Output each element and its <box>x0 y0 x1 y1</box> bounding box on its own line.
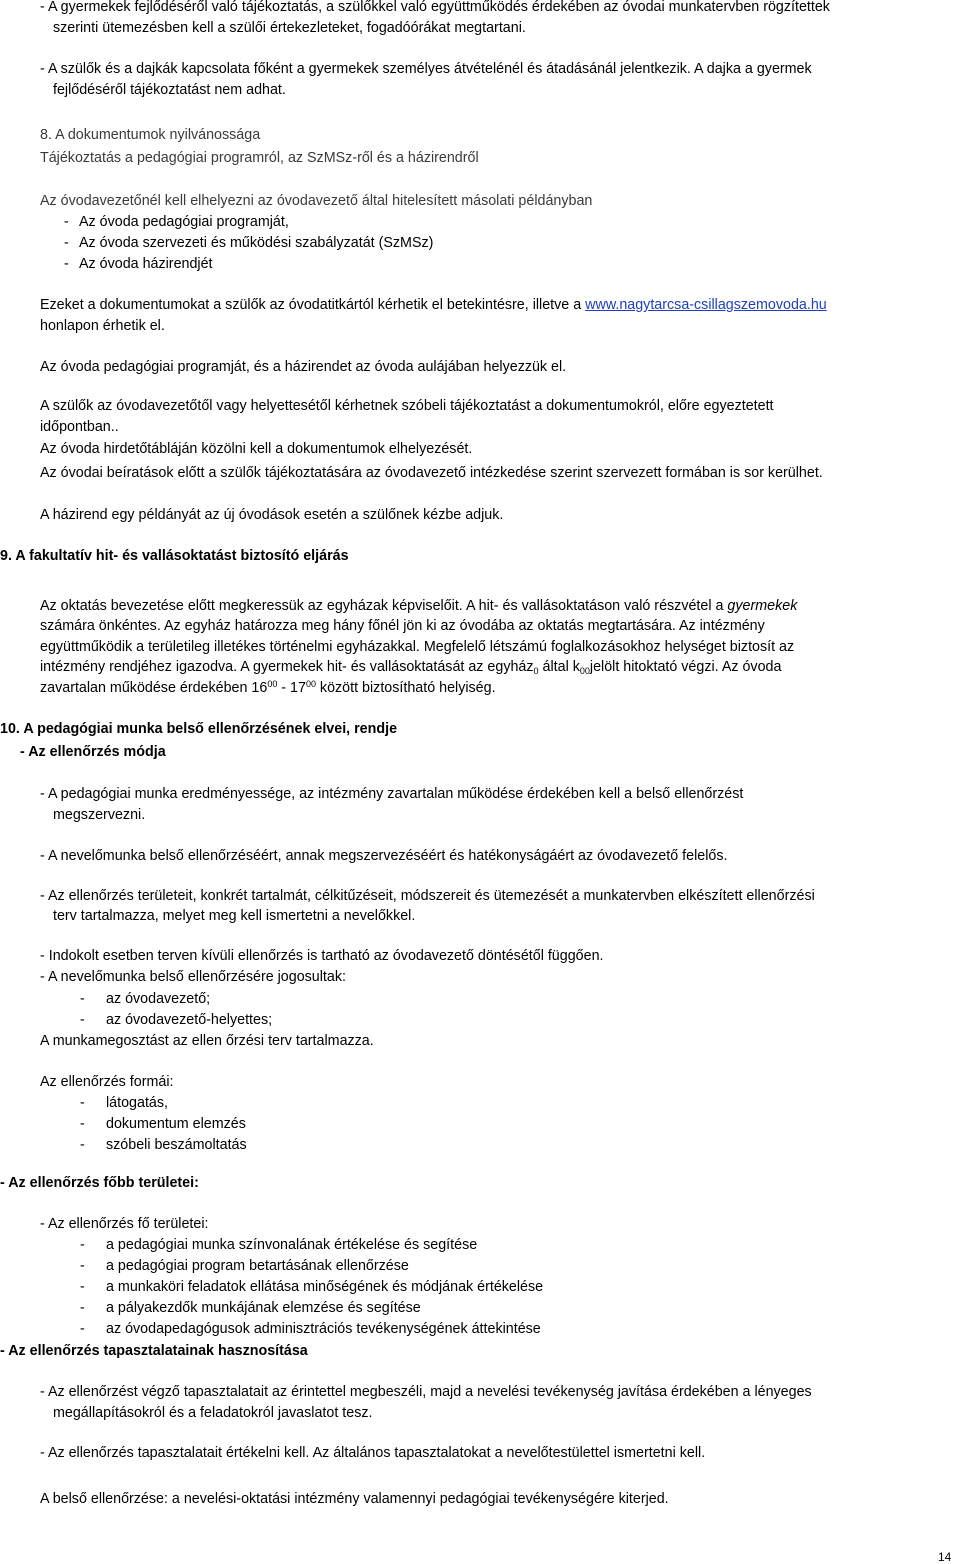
text-line: fejlődéséről tájékoztatást nem adhat. <box>53 82 286 98</box>
paragraph: együttműködik a területileg illetékes történelmi egyházakkal. Megfelelő létszámú foglalkozásokhoz helységet biztosít az <box>40 639 795 655</box>
section-subheading: Tájékoztatás a pedagógiai programról, az SzMSz-ről és a házirendről <box>40 150 479 166</box>
paragraph: Az óvodai beíratások előtt a szülők tájékoztatására az óvodavezető intézkedése szerint szervezett formában is sor kerülhet. <box>40 465 823 481</box>
paragraph: - Indokolt esetben terven kívüli ellenőrzés is tartható az óvodavezető döntésétől függően. <box>40 948 604 964</box>
paragraph: zavartalan működése érdekében $16^{00} - 17^{00}$ között biztosítható helyiség. <box>40 679 496 696</box>
paragraph: honlapon érhetik el. <box>40 318 165 334</box>
paragraph: - Az ellenőrzést végző tapasztalatait az érintettel megbeszéli, majd a nevelési tevékenység javítása érdekében a lényeges <box>40 1384 812 1400</box>
paragraph: Az ellenőrzés formái: <box>40 1074 174 1090</box>
paragraph: terv tartalmazza, melyet meg kell ismertetni a nevelőkkel. <box>53 908 416 924</box>
paragraph: A szülők az óvodavezetőtől vagy helyettesétől kérhetnek szóbeli tájékoztatást a dokumentumokról, előre egyeztetett <box>40 398 774 414</box>
paragraph: számára önkéntes. Az egyház határozza meg hány főnél jön ki az óvodába az oktatás megtartására. Az intézmény <box>40 618 765 634</box>
text-line: szerinti ütemezésben kell a szülői értekezleteket, fogadóórákat megtartani. <box>53 20 526 36</box>
page-number: 14 <box>938 1550 952 1564</box>
subsection-heading: - Az ellenőrzés főbb területei: <box>0 1175 199 1191</box>
subsection-heading: - Az ellenőrzés módja <box>20 744 166 760</box>
paragraph: megállapításokról és a feladatokról javaslatot tesz. <box>53 1405 373 1421</box>
paragraph: időpontban.. <box>40 419 119 435</box>
paragraph: Az óvodavezetőnél kell elhelyezni az óvodavezető által hitelesített másolati példányban <box>40 193 593 209</box>
paragraph: - Az ellenőrzés fő területei: <box>40 1216 209 1232</box>
paragraph: A munkamegosztást az ellen őrzési terv tartalmazza. <box>40 1033 374 1049</box>
subsection-heading: - Az ellenőrzés tapasztalatainak hasznosítása <box>0 1343 308 1359</box>
paragraph: Az óvoda hirdetőtábláján közölni kell a dokumentumok elhelyezését. <box>40 441 473 457</box>
section-heading: 10. A pedagógiai munka belső ellenőrzésének elvei, rendje <box>0 721 398 737</box>
paragraph: A belső ellenőrzése: a nevelési-oktatási intézmény valamennyi pedagógiai tevékenységére kiterjed. <box>40 1491 669 1507</box>
paragraph: Az oktatás bevezetése előtt megkeressük az egyházak képviselőit. A hit- és vallásoktatáson való részvétel a gyermekek <box>40 598 798 614</box>
paragraph: intézmény rendjéhez igazodva. A gyermekek hit- és vallásoktatását az egyház$_0$ által $k_{00}jelölt$ hitoktató végzi. Az óvoda <box>40 659 782 676</box>
text-line: - A szülők és a dajkák kapcsolata főként a gyermekek személyes átvételénél és átadásánál jelentkezik. A dajka a gyermek <box>40 61 812 77</box>
paragraph: - A nevelőmunka belső ellenőrzéséért, annak megszervezéséért és hatékonyságáért az óvodavezető felelős. <box>40 848 728 864</box>
paragraph: Ezeket a dokumentumokat a szülők az óvodatitkártól kérhetik el betekintésre, illetve a www.nagytarcsa-csillagszemovoda.hu <box>40 297 827 313</box>
website-link[interactable]: www.nagytarcsa-csillagszemovoda.hu <box>585 297 827 313</box>
paragraph: megszervezni. <box>53 807 146 823</box>
paragraph: A házirend egy példányát az új óvodások esetén a szülőnek kézbe adjuk. <box>40 507 504 523</box>
text-line: - A gyermekek fejlődéséről való tájékoztatás, a szülőkkel való együttműködés érdekében az óvodai munkatervben rögzítettek <box>40 0 830 15</box>
paragraph: - Az ellenőrzés tapasztalatait értékelni kell. Az általános tapasztalatokat a nevelőtestülettel ismertetni kell. <box>40 1445 706 1461</box>
section-heading: 8. A dokumentumok nyilvánossága <box>40 127 261 143</box>
paragraph: Az óvoda pedagógiai programját, és a házirendet az óvoda aulájában helyezzük el. <box>40 359 567 375</box>
paragraph: - A pedagógiai munka eredményessége, az intézmény zavartalan működése érdekében kell a belső ellenőrzést <box>40 786 744 802</box>
paragraph: - Az ellenőrzés területeit, konkrét tartalmát, célkitűzéseit, módszereit és ütemezését a munkatervben elkészített ellenőrzési <box>40 888 815 904</box>
paragraph: - A nevelőmunka belső ellenőrzésére jogosultak: <box>40 969 346 985</box>
section-heading: 9. A fakultatív hit- és vallásoktatást biztosító eljárás <box>0 548 349 564</box>
